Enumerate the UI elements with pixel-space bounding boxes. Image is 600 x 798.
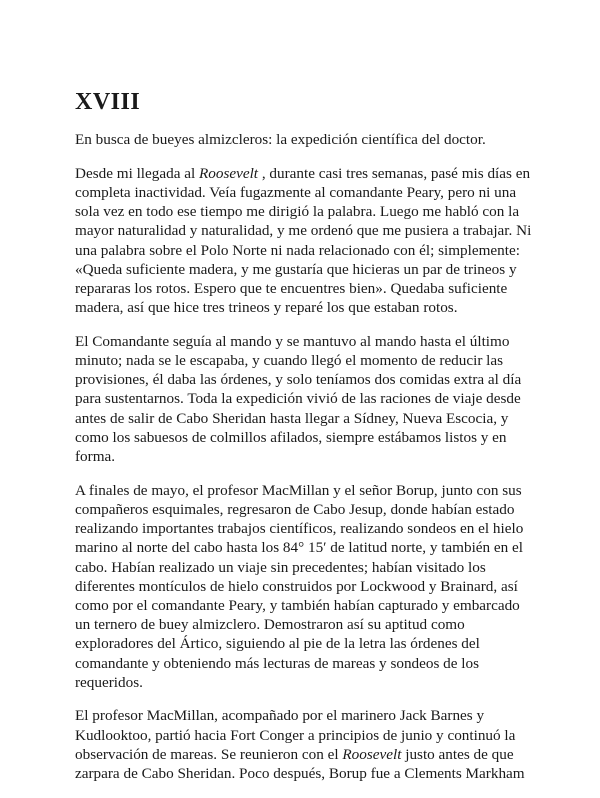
paragraph-1	[75, 164, 535, 318]
paragraph-4-text-b: justo antes de que zarpara de Cabo Sheridan. Poco después, Borup fue a Clements Markham	[75, 745, 525, 783]
chapter-subtitle: En busca de bueyes almizcleros: la expedición científica del doctor.	[75, 131, 486, 148]
ship-name-roosevelt: Roosevelt	[342, 745, 402, 763]
ship-name-roosevelt: Roosevelt	[198, 164, 259, 182]
paragraph-4	[75, 706, 535, 783]
paragraph-1-text-b: , durante casi tres semanas, pasé mis días en completa inactividad. Veía fugazmente al comandante Peary, pero ni una sola vez en todo ese tiempo me dirigió la palabra. Luego me habló con la mayor naturalidad y naturalidad, y me ordenó que me pusiera a trabajar. Ni una palabra sobre el Polo Norte ni nada relacionado con él; simplemente: «Queda suficiente madera, y me gustaría que hicieras un par de trineos y repararas los rotos. Espero que te encuentres bien». Quedaba suficiente madera, así que hice tres trineos y reparé los que estaban rotos.	[75, 164, 532, 317]
paragraph-2: El Comandante seguía al mando y se mantuvo al mando hasta el último minuto; nada se le escapaba, y cuando llegó el momento de reducir las provisiones, él daba las órdenes, y solo teníamos dos comidas extra al día para sustentarnos. Toda la expedición vivió de las raciones de viaje desde antes de salir de Cabo Sheridan hasta llegar a Sídney, Nueva Escocia, y como los sabuesos de colmillos afilados, siempre estábamos listos y en forma.	[75, 332, 522, 466]
chapter-number: XVIII	[75, 89, 141, 115]
paragraph-1-text-a: Desde mi llegada al	[75, 164, 199, 182]
paragraph-3: A finales de mayo, el profesor MacMillan y el señor Borup, junto con sus compañeros esquimales, regresaron de Cabo Jesup, donde habían estado realizando importantes trabajos científicos, realizando sondeos en el hielo marino al norte del cabo hasta los 84° 15′ de latitud norte, y también en el cabo. Habían realizado un viaje sin precedentes; habían visitado los diferentes montículos de hielo construidos por Lockwood y Brainard, así como por el comandante Peary, y también habían capturado y embarcado un ternero de buey almizclero. Demostraron así su aptitud como exploradores del Ártico, siguiendo al pie de la letra las órdenes del comandante y obteniendo más lecturas de mareas y sondeos de los requeridos.	[75, 481, 524, 691]
paragraph-4-text-a: El profesor MacMillan, acompañado por el marinero Jack Barnes y Kudlooktoo, partió hacia Fort Conger a principios de junio y continuó la observación de mareas. Se reunieron con el	[75, 707, 516, 763]
document-page	[75, 88, 535, 798]
